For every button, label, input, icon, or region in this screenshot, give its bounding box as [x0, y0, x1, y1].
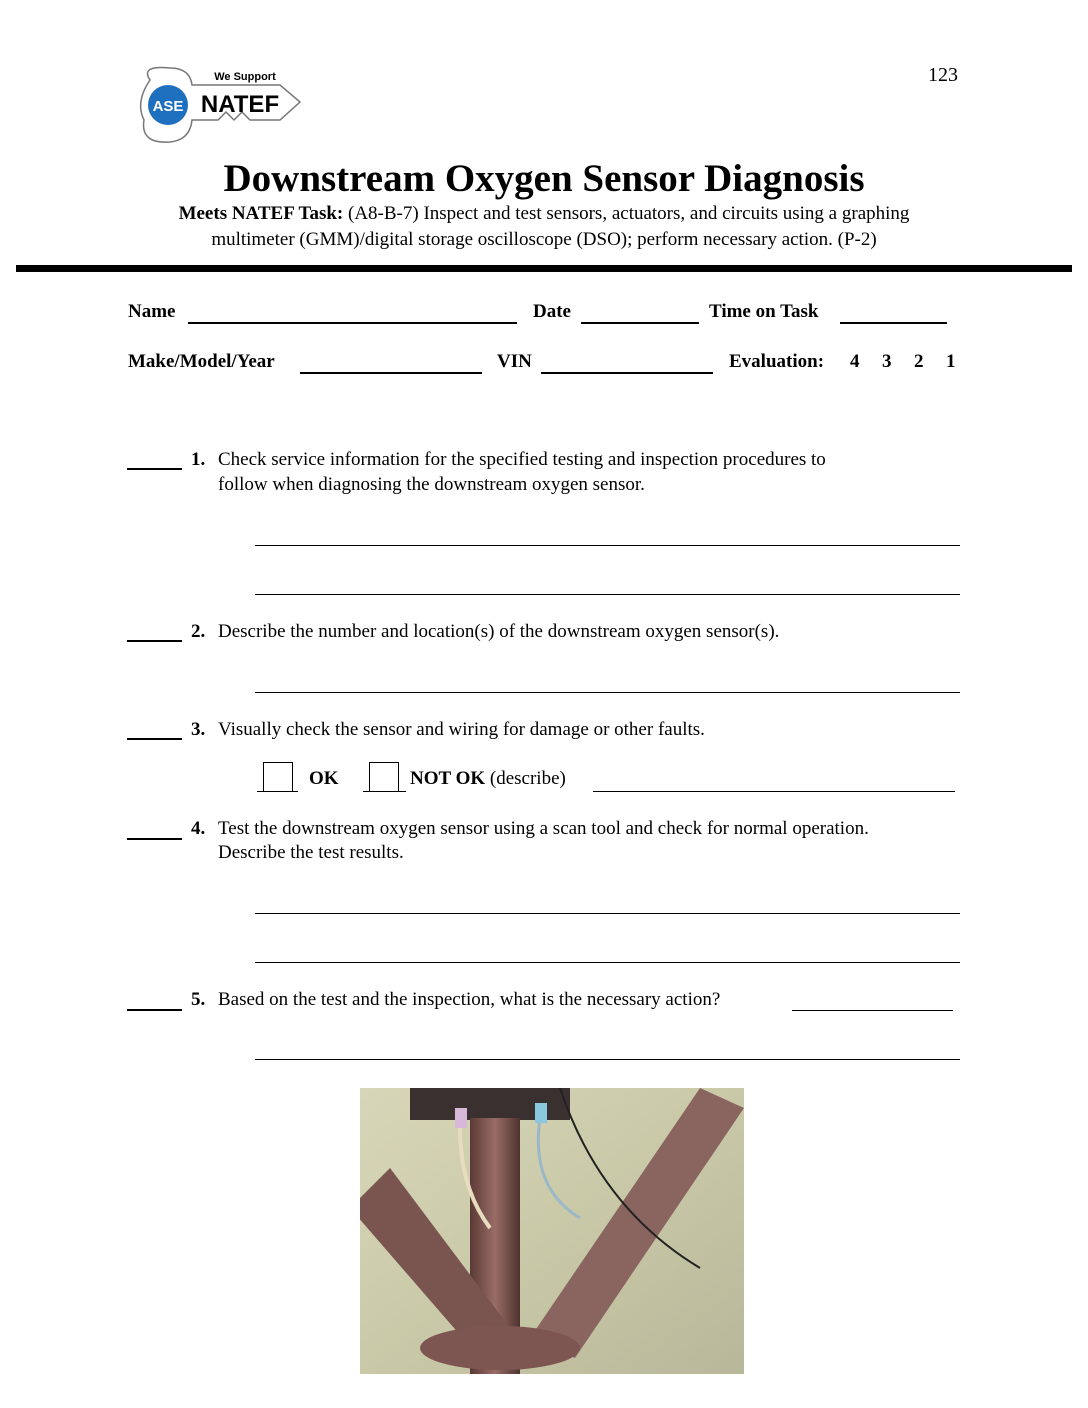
eval-score-4[interactable]: 4 — [850, 351, 860, 372]
step-1-text-2: follow when diagnosing the downstream oxygen sensor. — [218, 474, 645, 495]
evaluation-label: Evaluation: — [729, 351, 825, 372]
page-title: Downstream Oxygen Sensor Diagnosis — [223, 157, 865, 200]
make-model-year-field[interactable] — [300, 372, 482, 374]
step-2-answer-line[interactable] — [255, 692, 960, 693]
not-ok-describe-field[interactable] — [593, 791, 955, 792]
svg-text:We Support: We Support — [214, 71, 276, 83]
step-5-text: Based on the test and the inspection, what is the necessary action? — [218, 989, 721, 1010]
time-on-task-field[interactable] — [840, 322, 947, 324]
step-4-answer-line[interactable] — [255, 962, 960, 963]
ok-label: OK — [309, 768, 339, 789]
step-1-check-field[interactable] — [127, 468, 182, 470]
describe-label: (describe) — [489, 768, 566, 789]
eval-score-2[interactable]: 2 — [914, 351, 924, 372]
step-1-number: 1. — [191, 449, 206, 470]
task-line2: multimeter (GMM)/digital storage oscilloscope (DSO); perform necessary action. (P-2) — [211, 229, 877, 250]
page-number: 123 — [928, 64, 958, 86]
divider — [16, 265, 1072, 272]
not-ok-checkbox-underline — [363, 791, 406, 792]
step-1-text: Check service information for the specified testing and inspection procedures to — [218, 449, 826, 470]
task-label: Meets NATEF Task: — [178, 203, 344, 224]
step-2-text: Describe the number and location(s) of the downstream oxygen sensor(s). — [218, 621, 780, 642]
step-2-number: 2. — [191, 621, 206, 642]
step-4-text-2: Describe the test results. — [218, 842, 404, 863]
svg-text:NATEF: NATEF — [200, 91, 280, 118]
make-model-year-label: Make/Model/Year — [128, 351, 275, 372]
not-ok-label: NOT OK — [410, 768, 486, 789]
step-2-check-field[interactable] — [127, 640, 182, 642]
svg-text:ASE: ASE — [152, 98, 184, 115]
date-field[interactable] — [581, 322, 699, 324]
step-4-check-field[interactable] — [127, 838, 182, 840]
step-4-text: Test the downstream oxygen sensor using a scan tool and check for normal operation. — [218, 818, 869, 839]
step-5-check-field[interactable] — [127, 1009, 182, 1011]
task-line1: (A8-B-7) Inspect and test sensors, actuators, and circuits using a graphing — [348, 203, 910, 224]
time-on-task-label: Time on Task — [709, 301, 819, 322]
vin-field[interactable] — [541, 372, 713, 374]
vin-label: VIN — [497, 351, 532, 372]
ok-checkbox-underline — [257, 791, 298, 792]
step-1-answer-line[interactable] — [255, 594, 960, 595]
not-ok-checkbox[interactable] — [369, 762, 399, 792]
step-5-number: 5. — [191, 989, 206, 1010]
step-5-answer-line[interactable] — [255, 1059, 960, 1060]
eval-score-1[interactable]: 1 — [946, 351, 956, 372]
date-label: Date — [533, 301, 571, 322]
eval-score-3[interactable]: 3 — [882, 351, 892, 372]
step-1-answer-line[interactable] — [255, 545, 960, 546]
name-field[interactable] — [188, 322, 517, 324]
name-label: Name — [128, 301, 176, 322]
step-4-number: 4. — [191, 818, 206, 839]
step-3-check-field[interactable] — [127, 738, 182, 740]
step-5-inline-answer[interactable] — [792, 1010, 953, 1011]
exhaust-sensor-photo — [360, 1088, 744, 1374]
ok-checkbox[interactable] — [263, 762, 293, 792]
step-3-number: 3. — [191, 719, 206, 740]
natef-logo — [130, 60, 305, 150]
step-4-answer-line[interactable] — [255, 913, 960, 914]
step-3-text: Visually check the sensor and wiring for damage or other faults. — [218, 719, 705, 740]
